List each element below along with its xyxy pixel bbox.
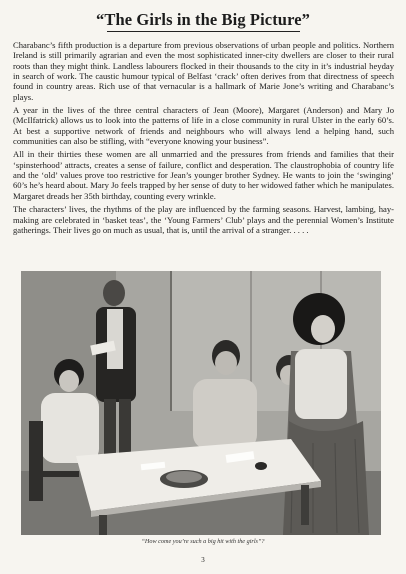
article-title: “The Girls in the Big Picture” bbox=[96, 10, 310, 29]
title-underline bbox=[107, 31, 300, 32]
paragraph-3: All in their thirties these women are all unmarried and the pressures from friends and families that their ‘spinsterhood’ attracts, creates a sense of failure, conflict and desperation. The claustrophobia of country life and the ‘old’ values prove too restrictive for Jean’s younger brother Sydney. He wants to join the ‘swinging’ 60’s he’s heard about. Mary Jo feels trapped by her sense of duty to her widowed father which he manipulates. Margaret dreads her 35th birthday, counting every wrinkle. bbox=[13, 149, 394, 201]
photo-caption: “How come you’re such a big hit with the girls”? bbox=[141, 538, 265, 545]
rehearsal-photo bbox=[21, 271, 381, 535]
paragraph-2: A year in the lives of the three central characters of Jean (Moore), Margaret (Anderson) and Mary Jo (McIlfatrick) allows us to look into the patterns of life in a close community in rural Ulster in the early 60’s. At best a supportive network of friends and neighbours who will always lend a helping hand, such communities can also be stifling, with “everyone knowing your business”. bbox=[13, 105, 394, 147]
paragraph-4: The characters’ lives, the rhythms of the play are influenced by the farming seasons. Harvest, lambing, hay-making are celebrated in ‘basket teas’, the ‘Young Farmers’ Club’ plays and the perennial Women’s Institute gatherings. Their lives go on much as usual, that is, until the arrival of a stranger. . . . . bbox=[13, 204, 394, 235]
paragraph-1: Charabanc’s fifth production is a departure from previous observations of urban people and politics. Northern Ireland is still primarily agrarian and even the most sophisticated inner-city dwellers are closer to their rural roots than they might think. Landless labourers flocked in their thousands to the city in it’s industrial heyday in search of work. The caustic humour typical of Belfast ‘crack’ often derives from that directness of speech found in country areas. Rich use of that vernacular is a hallmark of Marie Jone’s writing and Charabanc’s plays. bbox=[13, 40, 394, 102]
article-body bbox=[13, 40, 394, 238]
page-number: 3 bbox=[201, 556, 205, 564]
